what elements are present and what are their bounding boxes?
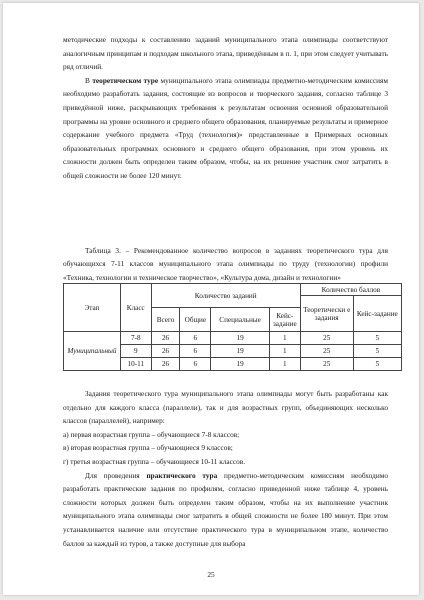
header-total: Всего bbox=[151, 308, 180, 332]
cell-points-case: 5 bbox=[353, 358, 401, 371]
list-item: г) третья возрастная группа – обучающиеся 10-11 классов. bbox=[63, 456, 246, 466]
cell-points-theory: 25 bbox=[300, 332, 353, 345]
header-points-group: Количество баллов bbox=[300, 284, 401, 296]
cell-class: 9 bbox=[120, 345, 151, 358]
list-item: в) вторая возрастная группа – обучающиеся 9 классов; bbox=[63, 443, 233, 453]
cell-class: 7-8 bbox=[120, 332, 151, 345]
header-class: Класс bbox=[120, 284, 151, 332]
cell-special: 19 bbox=[211, 358, 270, 371]
cell-special: 19 bbox=[211, 345, 270, 358]
cell-general: 6 bbox=[180, 345, 211, 358]
cell-total: 26 bbox=[151, 358, 180, 371]
header-stage: Этап bbox=[64, 284, 121, 332]
paragraph-1: методические подходы к составлению заданий муниципального этапа олимпиады соответствуют аналогичным принципам и подходам школьного этапа, приведённым в п. 1, при этом следует учитывать ряд отличий. bbox=[63, 35, 388, 72]
header-points-case: Кейс-задание bbox=[353, 296, 401, 332]
cell-points-theory: 25 bbox=[300, 345, 353, 358]
paragraph-2 bbox=[63, 74, 388, 183]
table-row bbox=[64, 332, 402, 345]
stage-label: Муниципальный bbox=[67, 347, 117, 355]
top-text bbox=[63, 33, 388, 183]
header-case: Кейс-задание bbox=[269, 308, 300, 332]
cell-points-case: 5 bbox=[353, 332, 401, 345]
cell-case: 1 bbox=[269, 358, 300, 371]
cell-general: 6 bbox=[180, 332, 211, 345]
bottom-text bbox=[63, 387, 388, 550]
cell-points-case: 5 bbox=[353, 345, 401, 358]
cell-case: 1 bbox=[269, 345, 300, 358]
cell-general: 6 bbox=[180, 358, 211, 371]
paragraph-4-bold: практического тура bbox=[146, 470, 218, 480]
cell-total: 26 bbox=[151, 332, 180, 345]
cell-points-theory: 25 bbox=[300, 358, 353, 371]
table-caption: Таблица 3. – Рекомендованное количество вопросов в заданиях теоретического тура для обучающихся 7-11 классов муниципального этапа олимпиады по труду (технологии) профили «Техника, технологии и техническое творчество», «Культура дома, дизайн и технологии» bbox=[63, 246, 388, 282]
paragraph-4 bbox=[63, 469, 388, 551]
cell-special: 19 bbox=[211, 332, 270, 345]
header-tasks-group: Количество заданий bbox=[151, 284, 300, 308]
header-points-theory: Теоретически е задания bbox=[300, 296, 353, 332]
paragraph-4-post: предметно-методическим комиссиям необходимо разработать практические задания по профилям, согласно приведенной ниже таблице 4, уровень сложности которых должен быть определен таким образом, чтобы на их выполнение участник муниципального этапа олимпиады смог затратить в общей сложности не более 180 минут. При этом устанавливается наличие или отсутствие практического тура в муниципальном этапе, количество баллов за каждый из туров, а также доступные для выбора bbox=[63, 470, 388, 548]
stage-cell bbox=[64, 332, 121, 371]
header-special: Специальные bbox=[211, 308, 270, 332]
cell-class: 10-11 bbox=[120, 358, 151, 371]
cell-total: 26 bbox=[151, 345, 180, 358]
paragraph-3: Задания теоретического тура муниципального этапа олимпиады могут быть разработаны как отдельно для каждого класса (параллели), так и для возрастных групп, объединяющих несколько классов (параллелей), например: bbox=[63, 389, 388, 426]
cell-case: 1 bbox=[269, 332, 300, 345]
header-general: Общие bbox=[180, 308, 211, 332]
paragraph-2-post: муниципального этапа олимпиады предметно-методическим комиссиям необходимо разработать задания, состоящие из вопросов и творческого задания, согласно таблице 3 приведённой ниже, раскрывающих требования к результатам освоения основной образовательной программы на уровне основного и среднего общего образования, планируемые результаты и примерное содержание учебного предмета «Труд (технология)» представленные в Примерных основных образовательных программах основного и среднего общего образования, при этом уровень их сложности должен быть определен таким образом, чтобы, на их решение участник смог затратить в общей сложности не более 120 минут. bbox=[63, 75, 388, 180]
paragraph-2-bold: теоретическом туре bbox=[92, 75, 159, 85]
table-3 bbox=[63, 283, 402, 371]
paragraph-4-pre: Для проведения bbox=[85, 470, 147, 480]
page-number: 25 bbox=[207, 570, 215, 579]
document-page bbox=[3, 3, 419, 595]
list-item: а) первая возрастная группа – обучающиеся 7-8 классов; bbox=[63, 429, 240, 439]
paragraph-2-pre: В bbox=[85, 75, 93, 85]
